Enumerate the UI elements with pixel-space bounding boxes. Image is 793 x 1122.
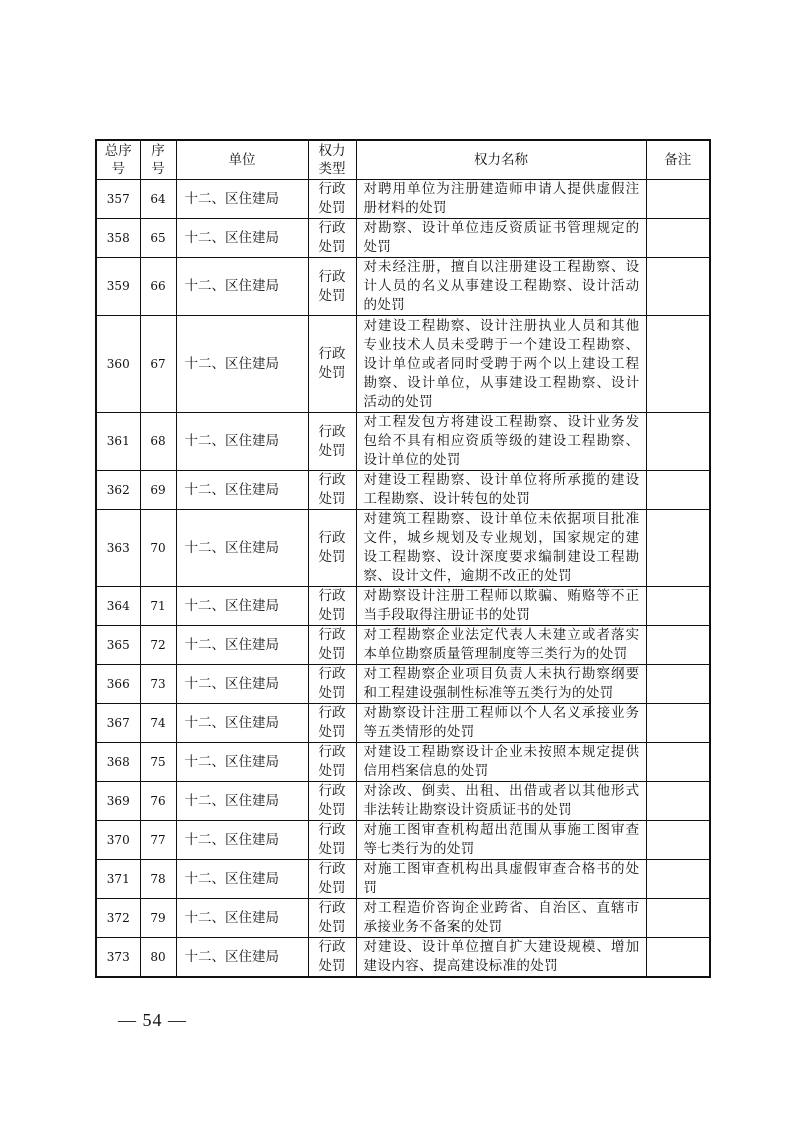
cell-unit: 十二、区住建局 xyxy=(176,510,308,587)
cell-remarks xyxy=(646,626,710,665)
cell-power-type xyxy=(308,860,356,899)
cell-unit: 十二、区住建局 xyxy=(176,938,308,978)
cell-seq-no: 79 xyxy=(140,899,176,938)
table-row xyxy=(96,743,710,782)
power-type-text: 行政处罚 xyxy=(318,822,346,857)
cell-remarks xyxy=(646,180,710,219)
power-type-text: 行政处罚 xyxy=(318,627,346,662)
cell-seq-no: 71 xyxy=(140,587,176,626)
cell-power-name: 对施工图审查机构出具虚假审查合格书的处罚 xyxy=(356,860,646,899)
cell-power-type xyxy=(308,258,356,316)
cell-unit: 十二、区住建局 xyxy=(176,782,308,821)
cell-seq-no: 76 xyxy=(140,782,176,821)
cell-total-no: 361 xyxy=(96,413,140,471)
header-row xyxy=(96,140,710,180)
power-type-text: 行政处罚 xyxy=(318,220,346,255)
cell-unit: 十二、区住建局 xyxy=(176,704,308,743)
cell-remarks xyxy=(646,219,710,258)
cell-seq-no: 78 xyxy=(140,860,176,899)
cell-remarks xyxy=(646,665,710,704)
header-remarks: 备注 xyxy=(646,140,710,180)
table-row xyxy=(96,626,710,665)
cell-remarks xyxy=(646,587,710,626)
cell-seq-no: 66 xyxy=(140,258,176,316)
header-total-no-text: 总序号 xyxy=(104,142,132,177)
cell-remarks xyxy=(646,413,710,471)
table-body xyxy=(96,180,710,978)
header-power-name: 权力名称 xyxy=(356,140,646,180)
cell-remarks xyxy=(646,471,710,510)
cell-power-type xyxy=(308,413,356,471)
cell-power-name: 对勘察设计注册工程师以欺骗、贿赂等不正当手段取得注册证书的处罚 xyxy=(356,587,646,626)
cell-total-no: 369 xyxy=(96,782,140,821)
cell-seq-no: 70 xyxy=(140,510,176,587)
cell-power-type xyxy=(308,510,356,587)
cell-seq-no: 77 xyxy=(140,821,176,860)
cell-unit: 十二、区住建局 xyxy=(176,180,308,219)
cell-unit: 十二、区住建局 xyxy=(176,860,308,899)
power-type-text: 行政处罚 xyxy=(318,783,346,818)
cell-total-no: 368 xyxy=(96,743,140,782)
cell-total-no: 362 xyxy=(96,471,140,510)
cell-power-name: 对建设、设计单位擅自扩大建设规模、增加建设内容、提高建设标准的处罚 xyxy=(356,938,646,978)
power-type-text: 行政处罚 xyxy=(318,705,346,740)
cell-total-no: 358 xyxy=(96,219,140,258)
cell-power-name: 对工程发包方将建设工程勘察、设计业务发包给不具有相应资质等级的建设工程勘察、设计单位的处罚 xyxy=(356,413,646,471)
cell-unit: 十二、区住建局 xyxy=(176,743,308,782)
cell-power-type xyxy=(308,471,356,510)
cell-seq-no: 65 xyxy=(140,219,176,258)
cell-power-type xyxy=(308,743,356,782)
cell-remarks xyxy=(646,743,710,782)
cell-remarks xyxy=(646,782,710,821)
cell-power-type xyxy=(308,587,356,626)
cell-unit: 十二、区住建局 xyxy=(176,626,308,665)
power-type-text: 行政处罚 xyxy=(318,472,346,507)
power-type-text: 行政处罚 xyxy=(318,744,346,779)
table-row xyxy=(96,821,710,860)
header-unit: 单位 xyxy=(176,140,308,180)
cell-total-no: 371 xyxy=(96,860,140,899)
power-type-text: 行政处罚 xyxy=(318,530,346,565)
cell-power-name: 对未经注册，擅自以注册建设工程勘察、设计人员的名义从事建设工程勘察、设计活动的处罚 xyxy=(356,258,646,316)
cell-remarks xyxy=(646,704,710,743)
cell-total-no: 365 xyxy=(96,626,140,665)
cell-seq-no: 75 xyxy=(140,743,176,782)
cell-remarks xyxy=(646,510,710,587)
table-row xyxy=(96,219,710,258)
table-row xyxy=(96,413,710,471)
header-power-type xyxy=(308,140,356,180)
cell-total-no: 357 xyxy=(96,180,140,219)
power-type-text: 行政处罚 xyxy=(318,423,346,459)
table-row xyxy=(96,899,710,938)
cell-power-type xyxy=(308,219,356,258)
cell-power-name: 对聘用单位为注册建造师申请人提供虚假注册材料的处罚 xyxy=(356,180,646,219)
cell-total-no: 372 xyxy=(96,899,140,938)
table-row xyxy=(96,938,710,978)
cell-remarks xyxy=(646,258,710,316)
cell-total-no: 367 xyxy=(96,704,140,743)
cell-power-type xyxy=(308,899,356,938)
table-row xyxy=(96,704,710,743)
header-power-type-text: 权力类型 xyxy=(318,142,346,177)
cell-remarks xyxy=(646,938,710,978)
cell-remarks xyxy=(646,821,710,860)
header-total-no xyxy=(96,140,140,180)
cell-total-no: 373 xyxy=(96,938,140,978)
cell-total-no: 370 xyxy=(96,821,140,860)
cell-power-type xyxy=(308,180,356,219)
cell-total-no: 360 xyxy=(96,316,140,413)
cell-seq-no: 73 xyxy=(140,665,176,704)
table-row xyxy=(96,258,710,316)
power-type-text: 行政处罚 xyxy=(318,861,346,896)
table-row xyxy=(96,316,710,413)
power-list-table-container xyxy=(95,139,709,978)
cell-unit: 十二、区住建局 xyxy=(176,471,308,510)
cell-seq-no: 68 xyxy=(140,413,176,471)
cell-unit: 十二、区住建局 xyxy=(176,258,308,316)
table-row xyxy=(96,471,710,510)
cell-total-no: 364 xyxy=(96,587,140,626)
cell-power-type xyxy=(308,821,356,860)
power-type-text: 行政处罚 xyxy=(318,346,346,381)
power-type-text: 行政处罚 xyxy=(318,900,346,935)
table-row xyxy=(96,510,710,587)
cell-power-type xyxy=(308,626,356,665)
cell-seq-no: 64 xyxy=(140,180,176,219)
cell-power-name: 对工程勘察企业项目负责人未执行勘察纲要和工程建设强制性标准等五类行为的处罚 xyxy=(356,665,646,704)
page-number: — 54 — xyxy=(118,1010,187,1030)
cell-power-name: 对工程造价咨询企业跨省、自治区、直辖市承接业务不备案的处罚 xyxy=(356,899,646,938)
cell-power-name: 对建设工程勘察、设计单位将所承揽的建设工程勘察、设计转包的处罚 xyxy=(356,471,646,510)
power-type-text: 行政处罚 xyxy=(318,939,346,974)
cell-seq-no: 80 xyxy=(140,938,176,978)
power-type-text: 行政处罚 xyxy=(318,666,346,701)
cell-power-name: 对工程勘察企业法定代表人未建立或者落实本单位勘察质量管理制度等三类行为的处罚 xyxy=(356,626,646,665)
cell-seq-no: 69 xyxy=(140,471,176,510)
cell-unit: 十二、区住建局 xyxy=(176,899,308,938)
cell-unit: 十二、区住建局 xyxy=(176,665,308,704)
cell-power-type xyxy=(308,782,356,821)
cell-remarks xyxy=(646,860,710,899)
power-type-text: 行政处罚 xyxy=(318,181,346,216)
cell-power-name: 对勘察、设计单位违反资质证书管理规定的处罚 xyxy=(356,219,646,258)
cell-seq-no: 74 xyxy=(140,704,176,743)
table-row xyxy=(96,665,710,704)
table-row xyxy=(96,587,710,626)
cell-power-name: 对建设工程勘察设计企业未按照本规定提供信用档案信息的处罚 xyxy=(356,743,646,782)
cell-seq-no: 67 xyxy=(140,316,176,413)
table-header xyxy=(96,140,710,180)
cell-power-name: 对施工图审查机构超出范围从事施工图审查等七类行为的处罚 xyxy=(356,821,646,860)
cell-unit: 十二、区住建局 xyxy=(176,821,308,860)
cell-power-type xyxy=(308,704,356,743)
cell-power-type xyxy=(308,938,356,978)
table-row xyxy=(96,860,710,899)
table-row xyxy=(96,180,710,219)
power-list-table xyxy=(95,139,711,978)
table-row xyxy=(96,782,710,821)
cell-total-no: 366 xyxy=(96,665,140,704)
cell-power-name: 对涂改、倒卖、出租、出借或者以其他形式非法转让勘察设计资质证书的处罚 xyxy=(356,782,646,821)
cell-seq-no: 72 xyxy=(140,626,176,665)
cell-power-name: 对建设工程勘察、设计注册执业人员和其他专业技术人员未受聘于一个建设工程勘察、设计单位或者同时受聘于两个以上建设工程勘察、设计单位，从事建设工程勘察、设计活动的处罚 xyxy=(356,316,646,413)
power-type-text: 行政处罚 xyxy=(318,268,346,304)
cell-total-no: 363 xyxy=(96,510,140,587)
cell-unit: 十二、区住建局 xyxy=(176,316,308,413)
cell-unit: 十二、区住建局 xyxy=(176,413,308,471)
power-type-text: 行政处罚 xyxy=(318,588,346,623)
cell-total-no: 359 xyxy=(96,258,140,316)
cell-power-name: 对勘察设计注册工程师以个人名义承接业务等五类情形的处罚 xyxy=(356,704,646,743)
cell-remarks xyxy=(646,316,710,413)
cell-remarks xyxy=(646,899,710,938)
cell-power-type xyxy=(308,316,356,413)
header-seq-no-text: 序号 xyxy=(151,142,165,177)
cell-unit: 十二、区住建局 xyxy=(176,219,308,258)
cell-power-name: 对建筑工程勘察、设计单位未依据项目批准文件，城乡规划及专业规划，国家规定的建设工程勘察、设计深度要求编制建设工程勘察、设计文件，逾期不改正的处罚 xyxy=(356,510,646,587)
header-seq-no xyxy=(140,140,176,180)
cell-power-type xyxy=(308,665,356,704)
cell-unit: 十二、区住建局 xyxy=(176,587,308,626)
